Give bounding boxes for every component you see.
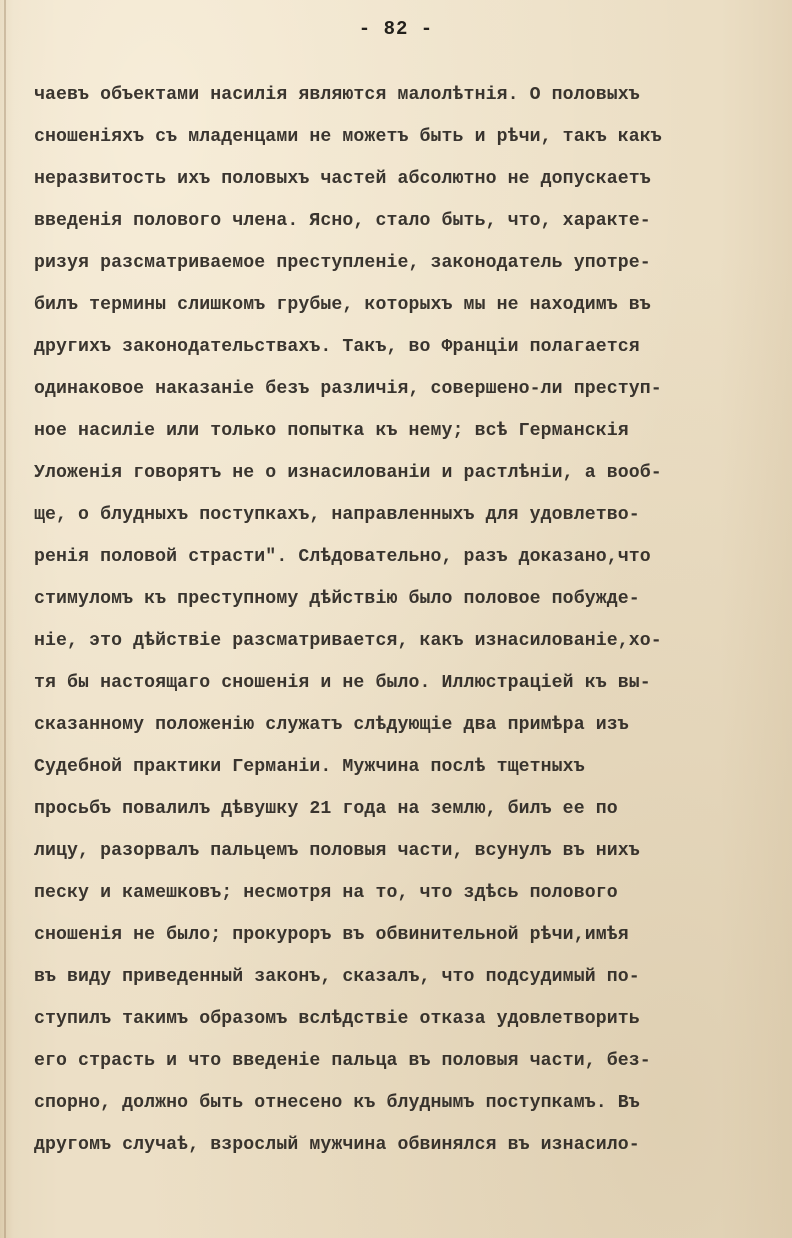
text-line: ризуя разсматриваемое преступленіе, законодатель употре- bbox=[34, 253, 651, 273]
text-line: въ виду приведенный законъ, сказалъ, что подсудимый по- bbox=[34, 967, 640, 987]
text-line: неразвитость ихъ половыхъ частей абсолютно не допускаетъ bbox=[34, 169, 651, 189]
text-line: песку и камешковъ; несмотря на то, что здѣсь полового bbox=[34, 883, 618, 903]
text-line: спорно, должно быть отнесено къ блуднымъ поступкамъ. Въ bbox=[34, 1093, 640, 1113]
text-line: сношеніяхъ съ младенцами не можетъ быть и рѣчи, такъ какъ bbox=[34, 127, 662, 147]
text-line: введенія полового члена. Ясно, стало быть, что, характе- bbox=[34, 211, 651, 231]
text-line: стимуломъ къ преступному дѣйствію было половое побужде- bbox=[34, 589, 640, 609]
text-line: другомъ случаѣ, взрослый мужчина обвинялся въ изнасило- bbox=[34, 1135, 640, 1155]
text-line: ное насиліе или только попытка къ нему; всѣ Германскія bbox=[34, 421, 629, 441]
text-line: тя бы настоящаго сношенія и не было. Иллюстраціей къ вы- bbox=[34, 673, 651, 693]
text-line: его страсть и что введеніе пальца въ половыя части, без- bbox=[34, 1051, 651, 1071]
text-line: просьбъ повалилъ дѣвушку 21 года на землю, билъ ее по bbox=[34, 799, 618, 819]
text-line: билъ термины слишкомъ грубые, которыхъ мы не находимъ въ bbox=[34, 295, 651, 315]
text-line: сказанному положенію служатъ слѣдующіе два примѣра изъ bbox=[34, 715, 629, 735]
text-line: ренія половой страсти". Слѣдовательно, разъ доказано,что bbox=[34, 547, 651, 567]
text-line: ступилъ такимъ образомъ вслѣдствіе отказа удовлетворить bbox=[34, 1009, 640, 1029]
text-line: ще, о блудныхъ поступкахъ, направленныхъ для удовлетво- bbox=[34, 505, 640, 525]
text-line: Уложенія говорятъ не о изнасилованіи и растлѣніи, а вооб- bbox=[34, 463, 662, 483]
page-left-edge bbox=[4, 0, 6, 1238]
text-line: другихъ законодательствахъ. Такъ, во Франціи полагается bbox=[34, 337, 640, 357]
body-text bbox=[34, 74, 764, 1166]
page-number: - 82 - bbox=[358, 18, 434, 40]
text-line: одинаковое наказаніе безъ различія, совершено-ли преступ- bbox=[34, 379, 662, 399]
text-line: ніе, это дѣйствіе разсматривается, какъ изнасилованіе,хо- bbox=[34, 631, 662, 651]
text-line: лицу, разорвалъ пальцемъ половыя части, всунулъ въ нихъ bbox=[34, 841, 640, 861]
text-line: Судебной практики Германіи. Мужчина послѣ тщетныхъ bbox=[34, 757, 585, 777]
text-line: сношенія не было; прокуроръ въ обвинительной рѣчи,имѣя bbox=[34, 925, 629, 945]
text-line: чаевъ объектами насилія являются малолѣтнія. О половыхъ bbox=[34, 85, 640, 105]
